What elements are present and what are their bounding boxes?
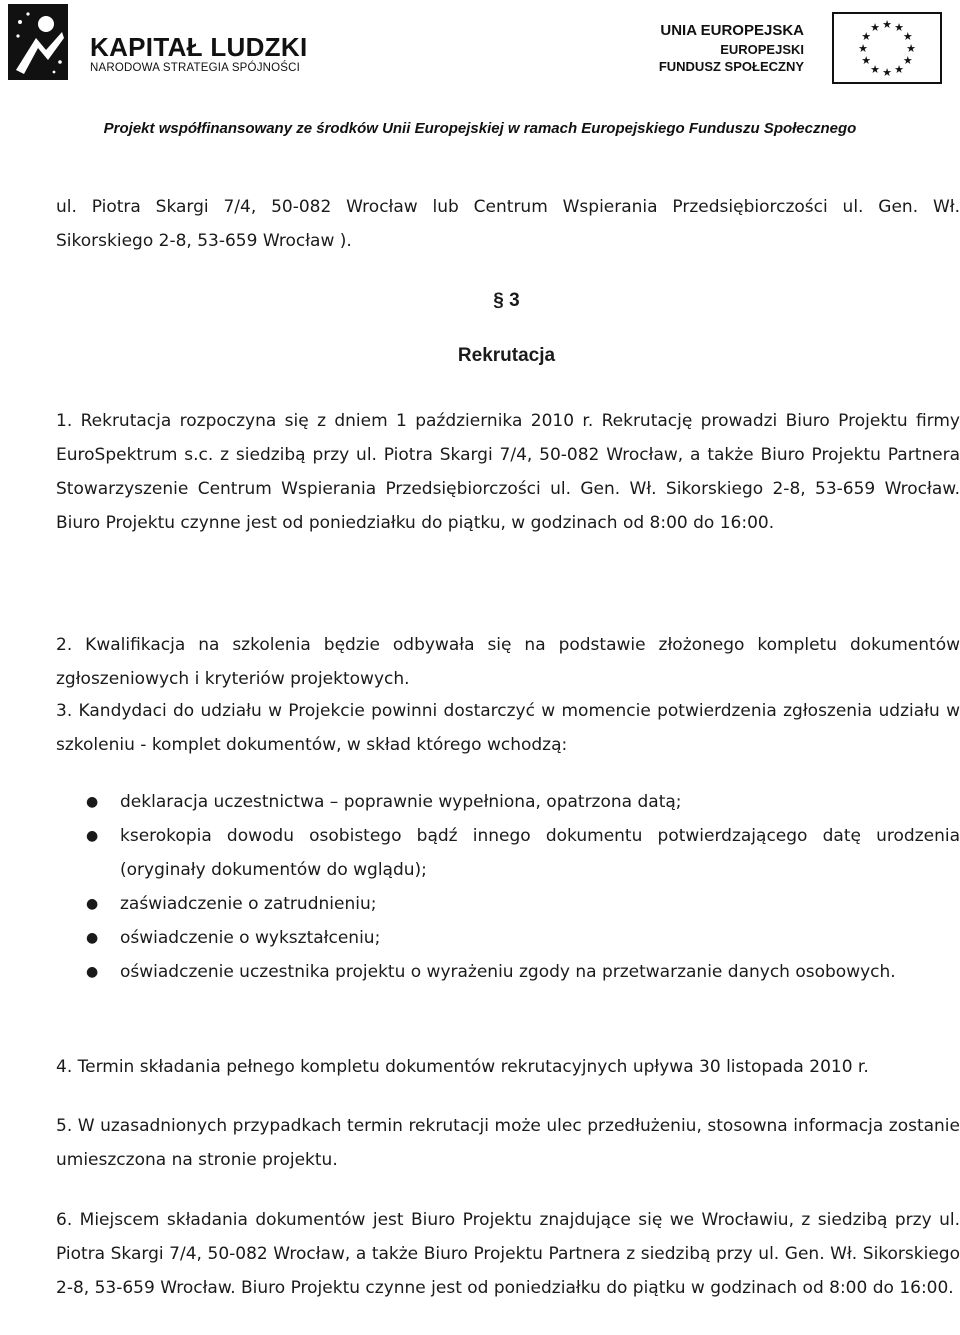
section-title: Rekrutacja [457, 345, 556, 366]
kapital-ludzki-title: KAPITAŁ LUDZKI [90, 32, 308, 62]
list-item [0, 785, 960, 819]
list-item [0, 819, 960, 887]
paragraph-2: 2. Kwalifikacja na szkolenia będzie odbywała się na podstawie złożonego kompletu dokumentów zgłoszeniowych i kryteriów projektowych. [56, 635, 960, 689]
eu-logo [658, 12, 942, 84]
list-item-text: oświadczenie uczestnika projektu o wyrażeniu zgody na przetwarzanie danych osobowych. [120, 962, 896, 982]
eu-line-1: UNIA EUROPEJSKA [660, 22, 804, 39]
document-list [0, 785, 960, 989]
section-symbol: § 3 [493, 290, 520, 311]
eu-star-icon: ★ [858, 42, 868, 55]
intro-line-1: ul. Piotra Skargi 7/4, 50-082 Wrocław lub Centrum Wspierania Przedsiębiorczości ul. Gen. Wł. [56, 197, 960, 217]
eu-star-icon: ★ [894, 62, 904, 76]
paragraph-5: 5. W uzasadnionych przypadkach termin rekrutacji może ulec przedłużeniu, stosowna informacja zostanie umieszczona na stronie projektu. [56, 1116, 960, 1170]
list-item-text: zaświadczenie o zatrudnieniu; [120, 894, 377, 914]
list-item-text: deklaracja uczestnictwa – poprawnie wypełniona, opatrzona datą; [120, 792, 682, 812]
paragraph-1: 1. Rekrutacja rozpoczyna się z dniem 1 października 2010 r. Rekrutację prowadzi Biuro Projektu firmy EuroSpektrum s.c. z siedzibą przy ul. Piotra Skargi 7/4, 50-082 Wrocław, a także Biuro Projektu Partnera Stowarzyszenie Centrum Wspierania Przedsiębiorczości ul. Gen. Wł. Sikorskiego 2-8, 53-659 Wrocław. Biuro Projektu czynne jest od poniedziałku do piątku, w godzinach od 8:00 do 16:00. [56, 411, 960, 533]
kapital-ludzki-logo [6, 2, 306, 82]
kapital-ludzki-emblem-icon [6, 2, 76, 82]
eu-star-icon: ★ [906, 42, 916, 55]
eu-star-icon: ★ [902, 54, 913, 67]
list-item-text: kserokopia dowodu osobistego bądź innego dokumentu potwierdzającego datę urodzenia (oryginały dokumentów do wglądu); [120, 826, 960, 880]
bullet-icon: ● [86, 828, 99, 844]
eu-flag-icon [832, 12, 942, 84]
eu-star-icon: ★ [870, 62, 880, 76]
bullet-icon: ● [86, 794, 99, 810]
eu-star-icon: ★ [902, 30, 913, 43]
eu-star-icon: ★ [882, 66, 892, 79]
list-item [0, 921, 960, 955]
page-header [0, 0, 960, 150]
list-item [0, 955, 960, 989]
paragraph-6: 6. Miejscem składania dokumentów jest Biuro Projektu znajdujące się we Wrocławiu, z siedzibą przy ul. Piotra Skargi 7/4, 50-082 Wrocław, a także Biuro Projektu Partnera z siedzibą przy ul. Gen. Wł. Sikorskiego 2-8, 53-659 Wrocław. Biuro Projektu czynne jest od poniedziałku do piątku w godzinach od 8:00 do 16:00. [56, 1210, 960, 1298]
paragraph-4: 4. Termin składania pełnego kompletu dokumentów rekrutacyjnych upływa 30 listopada 2010 r. [56, 1057, 869, 1077]
bullet-icon: ● [86, 896, 99, 912]
eu-line-2: EUROPEJSKI [720, 42, 804, 57]
eu-star-icon: ★ [882, 18, 892, 31]
eu-star-icon: ★ [861, 54, 872, 67]
bullet-icon: ● [86, 930, 99, 946]
eu-star-icon: ★ [861, 30, 872, 43]
project-cofinancing-line: Projekt współfinansowany ze środków Unii Europejskiej w ramach Europejskiego Funduszu Społecznego [103, 120, 857, 137]
intro-line-2: Sikorskiego 2-8, 53-659 Wrocław ). [56, 231, 352, 251]
kapital-ludzki-subtitle: NARODOWA STRATEGIA SPÓJNOŚCI [90, 62, 301, 74]
eu-star-icon: ★ [870, 21, 880, 35]
bullet-icon: ● [86, 964, 99, 980]
eu-star-icon: ★ [894, 21, 904, 35]
paragraph-3: 3. Kandydaci do udziału w Projekcie powinni dostarczyć w momencie potwierdzenia zgłoszenia udziału w szkoleniu - komplet dokumentów, w skład którego wchodzą: [56, 701, 960, 755]
eu-line-3: FUNDUSZ SPOŁECZNY [658, 59, 804, 74]
list-item-text: oświadczenie o wykształceniu; [120, 928, 381, 948]
list-item [0, 887, 960, 921]
